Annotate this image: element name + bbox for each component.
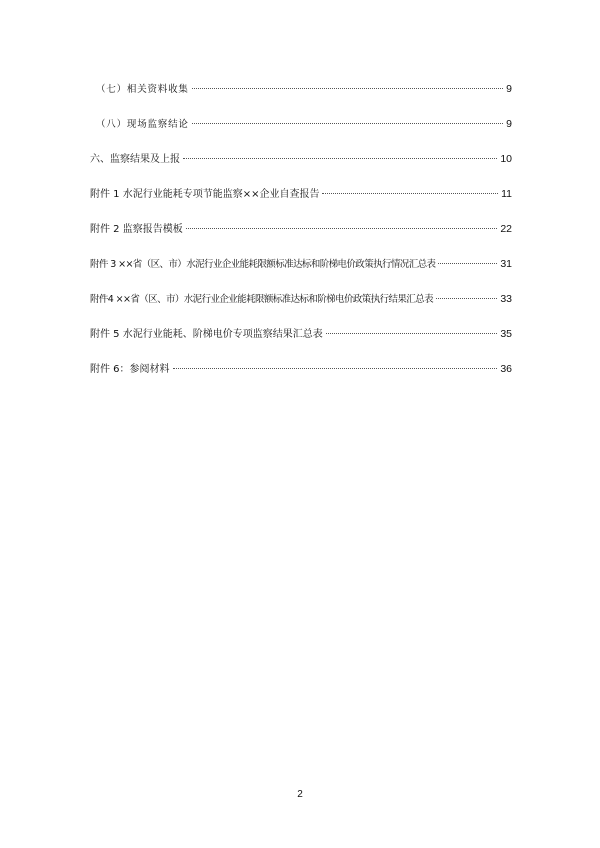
toc-entry-page: 10 [500, 153, 512, 165]
toc-entry[interactable] [90, 255, 512, 274]
dot-leader [192, 88, 503, 89]
dot-leader [438, 263, 497, 264]
toc-entry-label: 六、监察结果及上报 [90, 154, 180, 165]
toc-entry[interactable] [90, 185, 512, 204]
dot-leader [183, 158, 497, 159]
dot-leader [322, 193, 498, 194]
toc-entry-label: 附件 1 水泥行业能耗专项节能监察××企业自查报告 [90, 189, 320, 200]
toc-entry[interactable] [90, 220, 512, 239]
toc-entry[interactable] [90, 325, 512, 344]
toc-entry-label: 附件 6：参阅材料 [90, 364, 170, 375]
table-of-contents [90, 80, 512, 395]
toc-entry-page: 11 [501, 188, 512, 200]
toc-entry-label: 附件 3 ××省（区、市）水泥行业企业能耗限额标准达标和阶梯电价政策执行情况汇总表 [90, 259, 436, 270]
dot-leader [186, 228, 498, 229]
toc-entry-label: （八）现场监察结论 [96, 119, 189, 130]
toc-entry[interactable] [90, 360, 512, 379]
toc-entry-label: （七）相关资料收集 [96, 84, 189, 95]
toc-entry-page: 9 [506, 118, 512, 130]
toc-entry-page: 9 [506, 83, 512, 95]
dot-leader [173, 368, 498, 369]
toc-entry[interactable] [90, 80, 512, 99]
page-number: 2 [297, 789, 303, 800]
toc-entry-page: 35 [500, 328, 512, 340]
dot-leader [326, 333, 498, 334]
toc-entry[interactable] [90, 115, 512, 134]
toc-entry-page: 22 [500, 223, 512, 235]
toc-entry[interactable] [90, 150, 512, 169]
toc-entry-page: 33 [500, 293, 512, 305]
dot-leader [192, 123, 503, 124]
toc-entry-label: 附件 5 水泥行业能耗、阶梯电价专项监察结果汇总表 [90, 329, 323, 340]
toc-entry-page: 36 [500, 363, 512, 375]
toc-entry-label: 附件 2 监察报告模板 [90, 224, 183, 235]
toc-entry[interactable] [90, 290, 512, 309]
toc-entry-label: 附件4 ××省（区、市）水泥行业企业能耗限额标准达标和阶梯电价政策执行结果汇总表 [90, 294, 433, 305]
dot-leader [436, 298, 497, 299]
toc-entry-page: 31 [500, 258, 512, 270]
